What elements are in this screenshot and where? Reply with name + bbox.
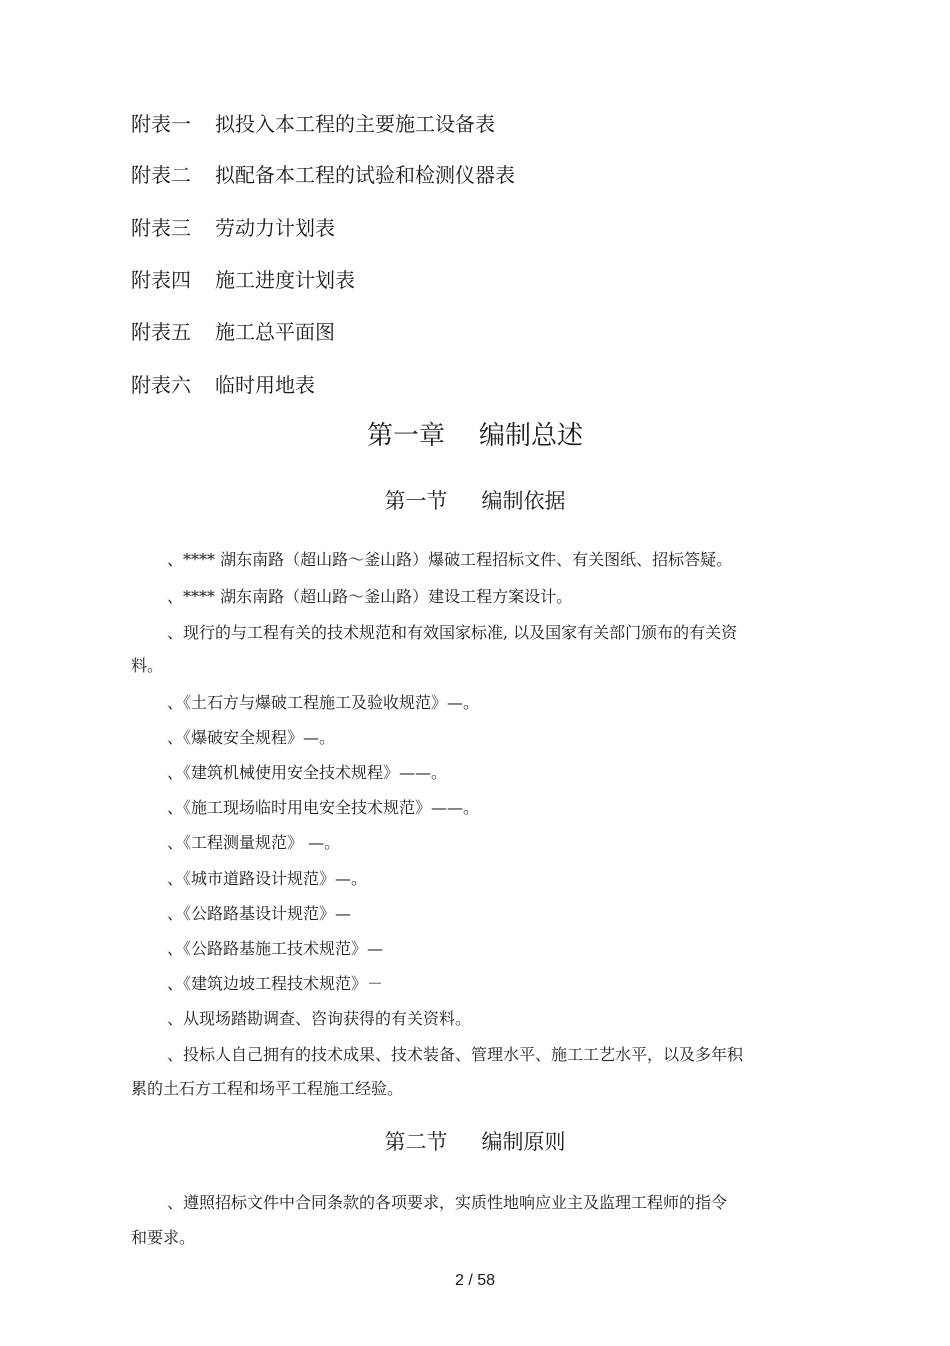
basis-item-continued: 累的土石方工程和场平工程施工经验。	[131, 1079, 404, 1098]
appendix-item	[131, 372, 315, 398]
section-heading	[0, 487, 950, 515]
appendix-item	[131, 162, 515, 188]
appendix-item	[131, 111, 495, 137]
appendix-title: 拟配备本工程的试验和检测仪器表	[215, 163, 515, 187]
section-heading	[0, 1128, 950, 1156]
basis-item: 、《土石方与爆破工程施工及验收规范》—。	[167, 693, 480, 712]
basis-item: 、《建筑机械使用安全技术规程》——。	[167, 763, 448, 782]
basis-item: 、**** 湖东南路（超山路～釜山路）建设工程方案设计。	[167, 587, 573, 606]
basis-item: 、《工程测量规范》 —。	[167, 833, 341, 852]
appendix-key: 附表六	[131, 373, 191, 397]
principle-item: 、遵照招标文件中合同条款的各项要求，实质性地响应业主及监理工程师的指令	[167, 1193, 728, 1212]
appendix-title: 施工总平面图	[215, 320, 335, 344]
basis-item: 、现行的与工程有关的技术规范和有效国家标准, 以及国家有关部门颁布的有关资	[167, 623, 738, 642]
basis-item: 、《公路路基设计规范》—	[167, 904, 352, 923]
section-title: 编制依据	[481, 489, 566, 513]
appendix-item	[131, 215, 335, 241]
basis-item: 、投标人自己拥有的技术成果、技术装备、管理水平、施工工艺水平，以及多年积	[167, 1045, 744, 1064]
basis-item-continued: 料。	[131, 656, 164, 675]
basis-item: 、从现场踏勘调查、咨询获得的有关资料。	[167, 1009, 472, 1028]
section-number: 第一节	[384, 489, 448, 513]
appendix-title: 拟投入本工程的主要施工设备表	[215, 112, 495, 136]
appendix-key: 附表一	[131, 112, 191, 136]
appendix-key: 附表四	[131, 268, 191, 292]
basis-item: 、**** 湖东南路（超山路～釜山路）爆破工程招标文件、有关图纸、招标答疑。	[167, 550, 733, 569]
appendix-key: 附表五	[131, 320, 191, 344]
basis-item: 、《城市道路设计规范》—。	[167, 869, 368, 888]
appendix-item	[131, 319, 335, 345]
basis-item: 、《爆破安全规程》—。	[167, 728, 336, 747]
basis-item: 、《建筑边坡工程技术规范》－	[167, 974, 384, 993]
basis-item: 、《施工现场临时用电安全技术规范》——。	[167, 798, 480, 817]
appendix-item	[131, 267, 355, 293]
basis-item: 、《公路路基施工技术规范》—	[167, 939, 384, 958]
section-title: 编制原则	[481, 1130, 566, 1154]
appendix-title: 劳动力计划表	[215, 216, 335, 240]
chapter-heading	[0, 419, 950, 453]
appendix-key: 附表二	[131, 163, 191, 187]
principle-item-continued: 和要求。	[131, 1228, 196, 1247]
appendix-title: 施工进度计划表	[215, 268, 355, 292]
chapter-title: 编制总述	[479, 421, 584, 451]
page-number: 2 / 58	[454, 1272, 496, 1289]
section-number: 第二节	[384, 1130, 448, 1154]
appendix-title: 临时用地表	[215, 373, 315, 397]
appendix-key: 附表三	[131, 216, 191, 240]
chapter-number: 第一章	[366, 421, 445, 451]
